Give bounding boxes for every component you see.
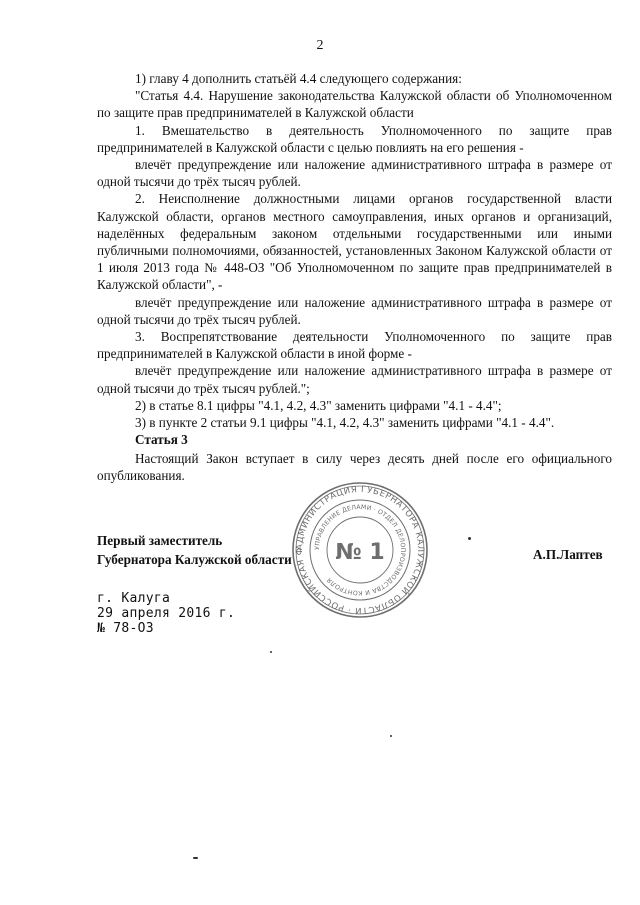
paragraph: 2. Неисполнение должностными лицами органов государственной власти Калужской области, органов местного самоуправления, иных органов и организаций, наделённых федеральным законом отдельными государственными или иными публичными полномочиями, обязанностей, установленных Законом Калужской области от 1 июля 2013 года № 448-ОЗ "Об Уполномоченном по защите прав предпринимателей в Калужской области", -: [97, 191, 612, 293]
city: г. Калуга: [97, 591, 171, 606]
official-seal-stamp: [290, 480, 430, 620]
paragraph: влечёт предупреждение или наложение административного штрафа в размере от одной тысячи до трёх тысяч рублей.: [97, 294, 612, 327]
paragraph: 1. Вмешательство в деятельность Уполномоченного по защите прав предпринимателей в Калужской области с целью повлиять на его решения -: [97, 122, 612, 155]
paragraph: 3. Воспрепятствование деятельности Уполномоченного по защите прав предпринимателей в Калужской области в иной форме -: [97, 329, 612, 362]
signer-title: [97, 531, 292, 569]
signer-title-line: Губернатора Калужской области: [97, 552, 292, 567]
seal-outer-text: АДМИНИСТРАЦИЯ ГУБЕРНАТОРА КАЛУЖСКОЙ ОБЛАСТИ · РОССИЙСКАЯ Ф: [294, 484, 426, 616]
seal-icon: [290, 480, 430, 620]
page-number: 2: [316, 38, 324, 53]
article-3-heading: Статья 3: [135, 432, 188, 447]
signer-title-line: Первый заместитель: [97, 533, 223, 548]
paragraph: 2) в статье 8.1 цифры "4.1, 4.2, 4.3" заменить цифрами "4.1 - 4.4";: [135, 397, 502, 413]
law-date: 29 апреля 2016 г.: [97, 606, 236, 621]
seal-number: № 1: [335, 540, 385, 565]
document-body: [97, 70, 612, 431]
scan-speck: [468, 537, 471, 540]
paragraph: "Статья 4.4. Нарушение законодательства Калужской области об Уполномоченном по защите прав предпринимателей в Калужской области: [97, 88, 612, 121]
place-date-block: [97, 591, 235, 636]
paragraph: влечёт предупреждение или наложение административного штрафа в размере от одной тысячи до трёх тысяч рублей.";: [97, 363, 612, 396]
signer-name: А.П.Лаптев: [533, 547, 603, 562]
paragraph: влечёт предупреждение или наложение административного штрафа в размере от одной тысячи до трёх тысяч рублей.: [97, 157, 612, 190]
seal-inner-text: УПРАВЛЕНИЕ ДЕЛАМИ · ОТДЕЛ ДЕЛОПРОИЗВОДСТВА И КОНТРОЛЯ: [313, 503, 407, 597]
scan-speck: [270, 651, 272, 653]
law-number: № 78-ОЗ: [97, 621, 154, 636]
paragraph: 1) главу 4 дополнить статьёй 4.4 следующего содержания:: [135, 71, 462, 86]
scan-speck: [390, 735, 392, 737]
paragraph: 3) в пункте 2 статьи 9.1 цифры "4.1, 4.2, 4.3" заменить цифрами "4.1 - 4.4".: [135, 415, 555, 431]
article-3-text: Настоящий Закон вступает в силу через десять дней после его официального опубликования.: [97, 451, 612, 484]
scan-speck: [193, 857, 198, 859]
